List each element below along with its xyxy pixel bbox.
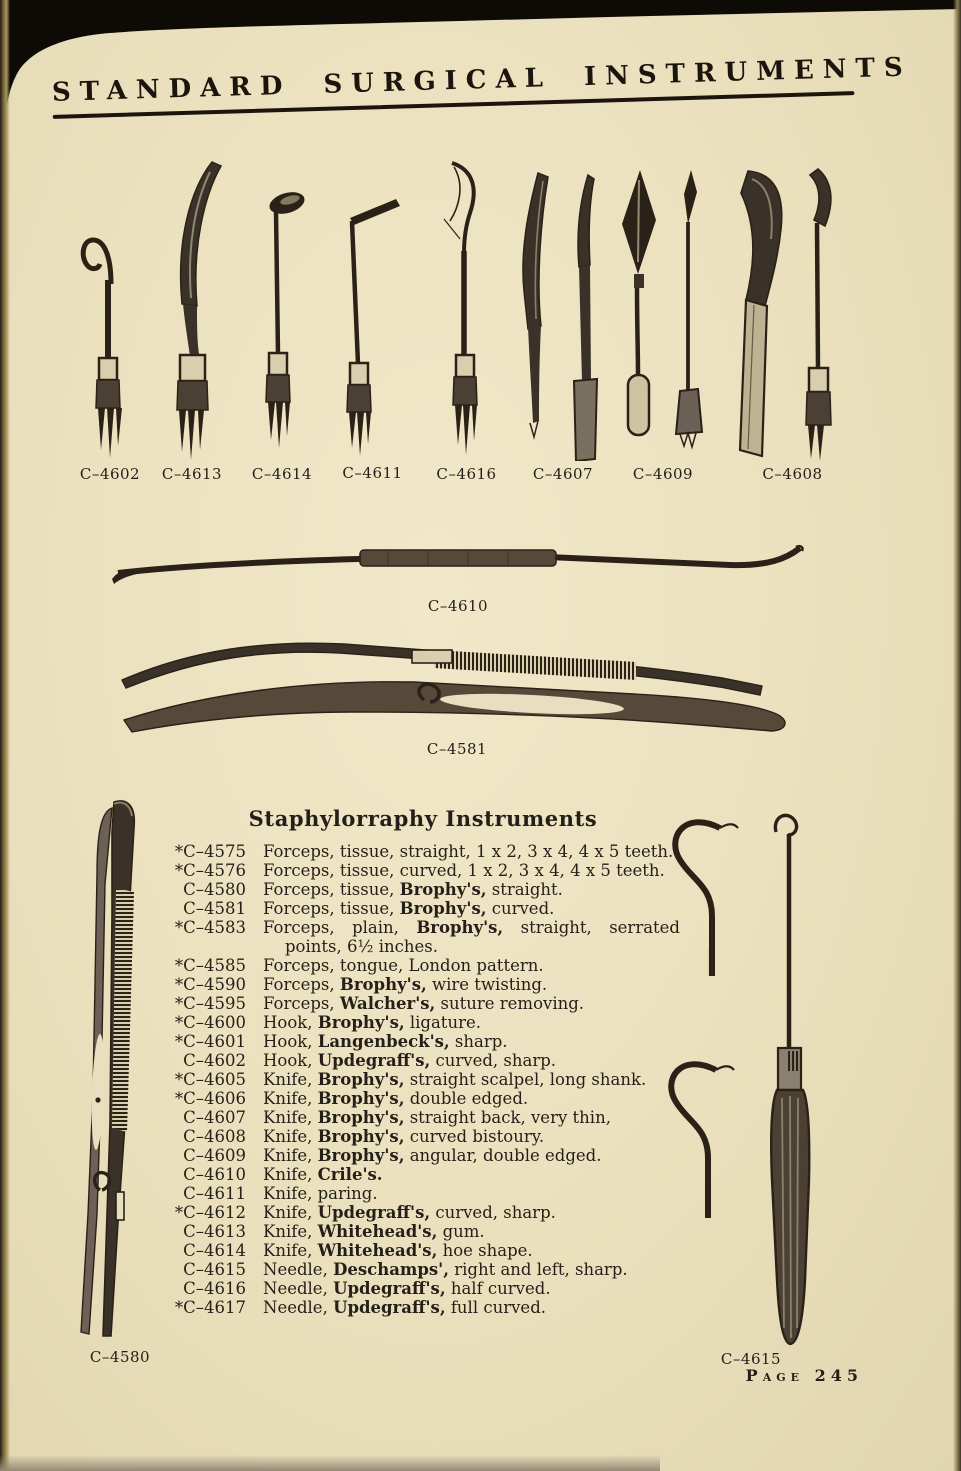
catalog-item — [166, 1222, 680, 1241]
catalog-item-description: Hook, Langenbeck's, sharp. — [263, 1032, 508, 1051]
catalog-section — [166, 806, 680, 1317]
catalog-item — [166, 1070, 680, 1089]
figure-c4580 — [70, 792, 170, 1366]
catalog-item-description: Knife, Brophy's, straight scalpel, long shank. — [263, 1070, 647, 1089]
catalog-item-code: *C–4583 — [174, 918, 246, 937]
catalog-item-description: Forceps, tissue, straight, 1 x 2, 3 x 4, 4 x 5 teeth. — [263, 842, 674, 861]
catalog-item — [166, 1146, 680, 1165]
figure-label: C–4609 — [632, 465, 694, 483]
catalog-item-code: *C–4612 — [174, 1203, 246, 1222]
curved-bistoury-pair-illustration — [730, 163, 855, 461]
figure-label: C–4608 — [762, 465, 823, 483]
catalog-item-code: *C–4576 — [174, 861, 246, 880]
catalog-item-description: Knife, Updegraff's, curved, sharp. — [263, 1203, 556, 1222]
figure-c4581 — [112, 624, 802, 758]
figure-label: C–4611 — [342, 464, 403, 482]
catalog-item — [166, 975, 680, 994]
figure-c4616 — [424, 159, 509, 483]
angular-knife-pair-illustration — [608, 166, 718, 461]
straight-back-knife-pair-illustration — [508, 169, 618, 461]
catalog-item-code: C–4613 — [183, 1222, 246, 1241]
catalog-item-code: C–4609 — [183, 1146, 246, 1165]
catalog-item-description: Forceps, tissue, curved, 1 x 2, 3 x 4, 4 x 5 teeth. — [263, 861, 665, 880]
curved-tissue-forceps-illustration — [112, 624, 802, 736]
catalog-item-description: Needle, Updegraff's, half curved. — [263, 1279, 551, 1298]
catalog-item-code: C–4581 — [183, 899, 246, 918]
catalog-item-description: Knife, Crile's. — [263, 1165, 383, 1184]
deschamps-needle-illustration — [656, 798, 846, 1346]
catalog-item-description: Knife, paring. — [263, 1184, 378, 1203]
figure-c4610 — [108, 543, 808, 615]
catalog-item-description: Forceps, Walcher's, suture removing. — [263, 994, 585, 1013]
figure-c4614 — [247, 186, 317, 483]
figure-label: C–4616 — [436, 465, 497, 483]
catalog-item-code: C–4607 — [183, 1108, 246, 1127]
catalog-item — [166, 918, 680, 956]
left-hook-tip-2 — [671, 1064, 734, 1218]
catalog-item-description: Knife, Whitehead's, gum. — [263, 1222, 485, 1241]
gum-knife-illustration — [152, 156, 232, 461]
catalog-item — [166, 1241, 680, 1260]
figure-c4607 — [508, 169, 618, 483]
catalog-item-code: *C–4605 — [174, 1070, 246, 1089]
figure-label: C–4613 — [161, 465, 223, 483]
catalog-item — [166, 861, 680, 880]
figure-c4609 — [608, 166, 718, 483]
catalog-item — [166, 1127, 680, 1146]
curved-hook-illustration — [75, 226, 145, 461]
catalog-item-code: C–4608 — [183, 1127, 246, 1146]
catalog-item-code: *C–4575 — [174, 842, 246, 861]
figure-label: C–4580 — [89, 1348, 151, 1366]
figure-c4615 — [656, 798, 846, 1368]
catalog-item-description: Needle, Deschamps', right and left, sharp. — [263, 1260, 628, 1279]
catalog-list — [166, 842, 680, 1317]
catalog-item-description: Hook, Updegraff's, curved, sharp. — [263, 1051, 557, 1070]
page-number: Page 245 — [745, 1366, 863, 1385]
catalog-item-description: Knife, Brophy's, curved bistoury. — [263, 1127, 545, 1146]
catalog-item — [166, 1279, 680, 1298]
figure-c4608 — [730, 163, 855, 483]
catalog-item-code: C–4611 — [183, 1184, 246, 1203]
catalog-item-code: C–4614 — [183, 1241, 246, 1260]
figure-label: C–4614 — [251, 465, 313, 483]
catalog-item-description: Forceps, Brophy's, wire twisting. — [263, 975, 548, 994]
catalog-item-code: C–4580 — [183, 880, 246, 899]
straight-tissue-forceps-illustration — [70, 792, 170, 1344]
catalog-item-code: C–4616 — [183, 1279, 246, 1298]
catalog-item-description: Knife, Brophy's, angular, double edged. — [263, 1146, 602, 1165]
catalog-item-code: *C–4590 — [174, 975, 246, 994]
hoe-knife-illustration — [247, 186, 317, 461]
left-hook-tip — [675, 822, 738, 976]
scan-left-edge — [0, 0, 10, 1471]
page-title: STANDARD SURGICAL INSTRUMENTS — [51, 52, 913, 108]
catalog-item-description: Forceps, tongue, London pattern. — [263, 956, 544, 975]
catalog-item — [166, 956, 680, 975]
figure-c4611 — [330, 192, 415, 482]
catalog-item-description: Forceps, tissue, Brophy's, curved. — [263, 899, 555, 918]
catalog-item — [166, 899, 680, 918]
catalog-item-description: Forceps, tissue, Brophy's, straight. — [263, 880, 563, 899]
scan-right-edge — [953, 0, 961, 1471]
catalog-item-description: Knife, Brophy's, double edged. — [263, 1089, 529, 1108]
catalog-heading: Staphylorraphy Instruments — [248, 806, 598, 831]
crile-knife-illustration — [108, 543, 808, 593]
catalog-item — [166, 994, 680, 1013]
catalog-item-code: *C–4601 — [174, 1032, 246, 1051]
scan-bottom-shadow — [0, 1455, 660, 1471]
catalog-item — [166, 842, 680, 861]
catalog-item — [166, 1013, 680, 1032]
catalog-item — [166, 1089, 680, 1108]
figure-c4602 — [75, 226, 145, 483]
catalog-item — [166, 1032, 680, 1051]
figure-label: C–4581 — [426, 740, 488, 758]
figure-label: C–4615 — [720, 1350, 782, 1368]
catalog-item-code: *C–4585 — [174, 956, 246, 975]
catalog-item — [166, 1051, 680, 1070]
catalog-item — [166, 880, 680, 899]
catalog-item-code: *C–4595 — [174, 994, 246, 1013]
figure-label: C–4602 — [79, 465, 141, 483]
catalog-item-description: Hook, Brophy's, ligature. — [263, 1013, 481, 1032]
needle-with-handle — [771, 815, 809, 1344]
catalog-item-description: Knife, Whitehead's, hoe shape. — [263, 1241, 533, 1260]
figure-label: C–4607 — [532, 465, 594, 483]
catalog-item-code: C–4602 — [183, 1051, 246, 1070]
catalog-item — [166, 1203, 680, 1222]
catalog-item — [166, 1298, 680, 1317]
catalog-item-code: *C–4617 — [174, 1298, 246, 1317]
paring-knife-illustration — [330, 192, 415, 460]
catalog-item — [166, 1165, 680, 1184]
catalog-item-code: C–4615 — [183, 1260, 246, 1279]
figure-c4613 — [152, 156, 232, 483]
catalog-item — [166, 1184, 680, 1203]
figure-label: C–4610 — [427, 597, 489, 615]
catalog-item-description: Knife, Brophy's, straight back, very thin, — [263, 1108, 611, 1127]
catalog-item-code: *C–4600 — [174, 1013, 246, 1032]
catalog-item-code: C–4610 — [183, 1165, 246, 1184]
catalog-item — [166, 1108, 680, 1127]
catalog-item-description: Needle, Updegraff's, full curved. — [263, 1298, 547, 1317]
catalog-item — [166, 1260, 680, 1279]
catalog-item-description: Forceps, plain, Brophy's, straight, serrated points, 6½ inches. — [263, 918, 680, 956]
catalog-item-code: *C–4606 — [174, 1089, 246, 1108]
half-curved-needle-illustration — [424, 159, 509, 461]
